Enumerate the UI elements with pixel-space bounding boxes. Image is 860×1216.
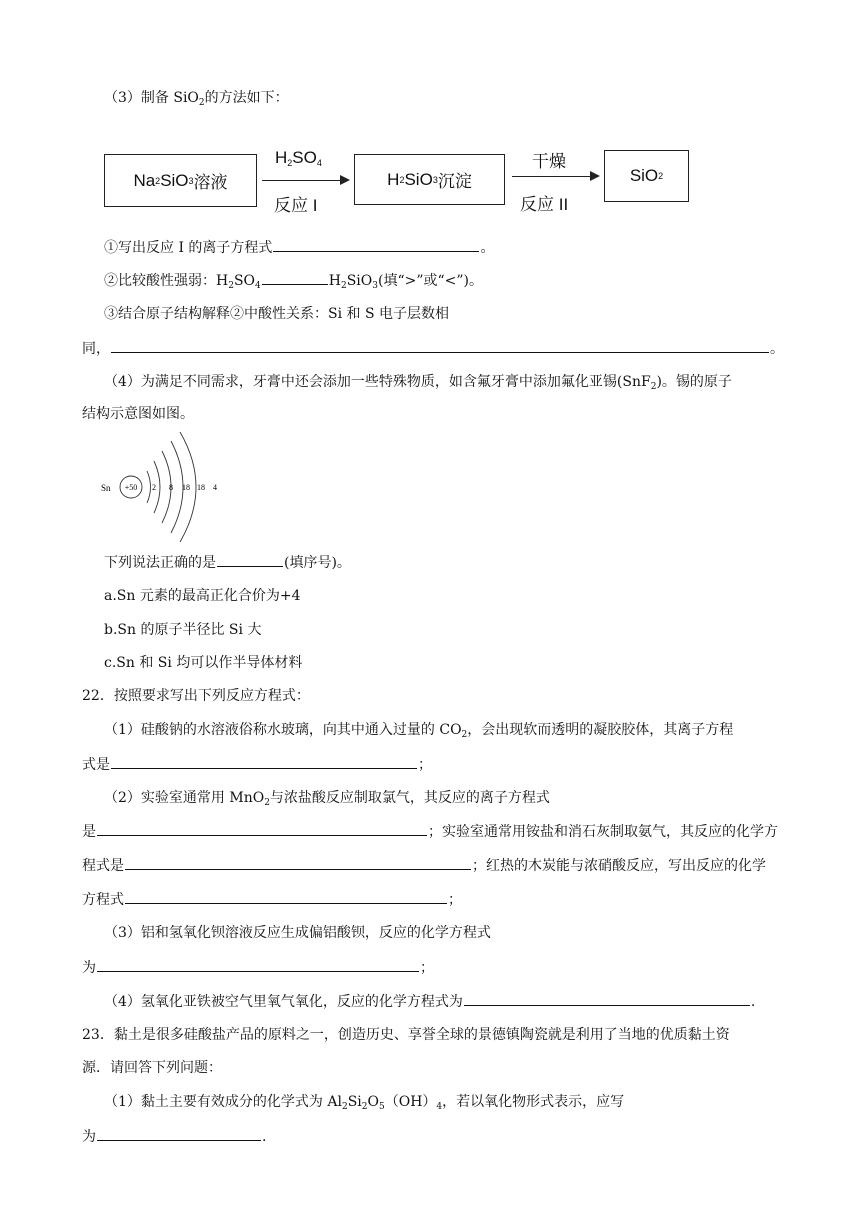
- text: Na: [133, 170, 156, 190]
- shell-arc-1: [147, 471, 151, 503]
- nucleus-charge: +50: [124, 483, 138, 492]
- shell-electrons-2: 8: [169, 483, 173, 492]
- shell-electrons-1: 2: [152, 483, 156, 492]
- q22-p2-line3: [82, 855, 766, 876]
- answer-blank[interactable]: [97, 957, 419, 972]
- text: (填序号)。: [284, 555, 351, 571]
- text: （2）实验室通常用 MnO: [104, 790, 265, 806]
- arrow2-reaction-label: 反应 II: [520, 195, 569, 214]
- text: H: [328, 273, 341, 289]
- flow-box-sio2: SiO 2: [604, 150, 689, 202]
- text: ；实验室通常用铵盐和消石灰制取氨气，其反应的化学方: [428, 824, 778, 840]
- text: SiO: [346, 273, 373, 289]
- shell-electrons-4: 18: [197, 483, 205, 492]
- text: H: [275, 148, 288, 167]
- subscript: 2: [361, 1102, 368, 1112]
- q22-p3-line1: （3）铝和氢氧化钡溶液反应生成偏铝酸钡，反应的化学方程式: [104, 925, 491, 941]
- text: SiO: [629, 166, 659, 185]
- subscript: 2: [228, 281, 234, 291]
- text: 。: [480, 240, 495, 256]
- subscript: 2: [461, 730, 468, 740]
- text: ②比较酸性强弱：H: [104, 273, 229, 289]
- text: SiO: [404, 169, 433, 189]
- text: （OH）: [384, 1094, 437, 1110]
- answer-blank[interactable]: [97, 1126, 261, 1141]
- answer-blank[interactable]: [111, 338, 769, 353]
- subscript: 2: [287, 158, 293, 168]
- text: 溶液: [193, 173, 228, 192]
- text: ；: [418, 757, 432, 773]
- text: 方程式: [82, 892, 124, 908]
- text: 下列说法正确的是: [104, 555, 216, 571]
- q22-p2-line4: [82, 889, 462, 910]
- subscript: 2: [198, 98, 205, 108]
- q22-p2-line2: [82, 821, 778, 842]
- text: 为: [82, 960, 96, 976]
- q23-p2: [82, 1126, 266, 1147]
- answer-blank[interactable]: [217, 552, 283, 567]
- answer-blank[interactable]: [262, 270, 328, 285]
- text: SO: [233, 273, 256, 289]
- answer-blank[interactable]: [97, 821, 427, 836]
- q21-3-item3-line1: ③结合原子结构解释②中酸性关系：Si 和 S 电子层数相: [104, 306, 450, 322]
- q21-4-line2: 结构示意图如图。: [82, 406, 194, 422]
- flow-box-na2sio3: Na 2 SiO 3 溶液: [104, 154, 257, 207]
- answer-blank[interactable]: [464, 991, 750, 1006]
- answer-blank[interactable]: [125, 855, 471, 870]
- text: )。锡的原子: [656, 374, 732, 390]
- text: （4）为满足不同需求，牙膏中还会添加一些特殊物质，如含氟牙膏中添加氟化亚锡(SnF: [104, 374, 651, 390]
- shell-electrons-3: 18: [182, 483, 190, 492]
- q21-4-line1: [104, 372, 732, 392]
- text: ；: [448, 892, 462, 908]
- text: 是: [82, 824, 96, 840]
- answer-blank[interactable]: [111, 754, 417, 769]
- text: ；: [420, 960, 434, 976]
- text: 式是: [82, 757, 110, 773]
- sn-atomic-structure-diagram: [94, 428, 234, 546]
- answer-blank[interactable]: [125, 889, 447, 904]
- text: Si: [347, 1094, 362, 1110]
- q23-line2: 源．请回答下列问题：: [82, 1060, 222, 1076]
- flow-arrow-2: [512, 176, 598, 177]
- text: SO: [292, 148, 317, 167]
- q23-line1: 23．黏土是很多硅酸盐产品的原料之一，创造历史、享誉全球的景德镇陶瓷就是利用了当地的优质黏土资: [82, 1027, 730, 1043]
- option-b: b.Sn 的原子半径比 Si 大: [104, 622, 262, 638]
- text: 的方法如下：: [204, 90, 289, 106]
- q22-p2-line1: [104, 788, 550, 808]
- text: （4）氢氧化亚铁被空气里氧气氧化，反应的化学方程式为: [104, 994, 463, 1010]
- text: O: [367, 1094, 379, 1110]
- subscript: 2: [340, 281, 347, 291]
- q23-p1: [104, 1092, 624, 1112]
- q21-4-question: [104, 552, 351, 573]
- text: ①写出反应 I 的离子方程式: [104, 240, 273, 256]
- text: ，若以氧化物形式表示，应写: [442, 1094, 625, 1110]
- q22-p1-line1: [104, 720, 733, 740]
- subscript: 2: [650, 382, 657, 392]
- text: （1）硅酸钠的水溶液俗称水玻璃，向其中通入过量的 CO: [104, 722, 462, 738]
- subscript: 4: [255, 281, 261, 291]
- q22-p1-line2: [82, 754, 432, 775]
- text: 同，: [82, 341, 110, 357]
- q22-title: 22．按照要求写出下列反应方程式：: [82, 688, 310, 704]
- q21-3-item2: [104, 270, 483, 291]
- subscript: 2: [341, 1102, 348, 1112]
- text: ，会出现软而透明的凝胶胶体，其离子方程: [467, 722, 734, 738]
- text: 为: [82, 1129, 96, 1145]
- text: H: [387, 169, 400, 189]
- text: (填“>”或“<”)。: [378, 273, 484, 289]
- text: 沉淀: [437, 172, 472, 191]
- atom-symbol: Sn: [101, 483, 111, 493]
- subscript: 5: [378, 1102, 385, 1112]
- subscript: 2: [264, 798, 270, 808]
- arrow1-reagent: [275, 148, 322, 168]
- q21-3-item1: [104, 237, 494, 258]
- subscript: 3: [372, 281, 378, 291]
- text: （3）制备 SiO: [104, 90, 199, 106]
- q22-p4: [104, 991, 755, 1012]
- text: .: [750, 994, 756, 1010]
- text: SiO: [160, 170, 189, 190]
- flow-box-h2sio3: H 2 SiO 3 沉淀: [354, 154, 505, 205]
- text: 。: [770, 341, 784, 357]
- arrow2-condition: 干燥: [532, 152, 566, 171]
- q21-3-item3-line2: [82, 338, 784, 359]
- arrow1-reaction-label: 反应 I: [274, 196, 318, 215]
- text: （1）黏土主要有效成分的化学式为 Al: [104, 1094, 342, 1110]
- text: 与浓盐酸反应制取氯气，其反应的离子方程式: [269, 790, 550, 806]
- option-a: a.Sn 元素的最高正化合价为+4: [104, 588, 301, 604]
- q22-p3-line2: [82, 957, 434, 978]
- q21-3-intro: [104, 88, 289, 108]
- flow-arrow-1: [262, 180, 348, 181]
- subscript: 4: [436, 1102, 443, 1112]
- shell-electrons-5: 4: [213, 483, 217, 492]
- option-c: c.Sn 和 Si 均可以作半导体材料: [104, 655, 303, 671]
- text: ；红热的木炭能与浓硝酸反应，写出反应的化学: [472, 858, 766, 874]
- text: .: [262, 1129, 267, 1145]
- subscript: 4: [316, 158, 322, 168]
- text: 程式是: [82, 858, 124, 874]
- answer-blank[interactable]: [273, 237, 479, 252]
